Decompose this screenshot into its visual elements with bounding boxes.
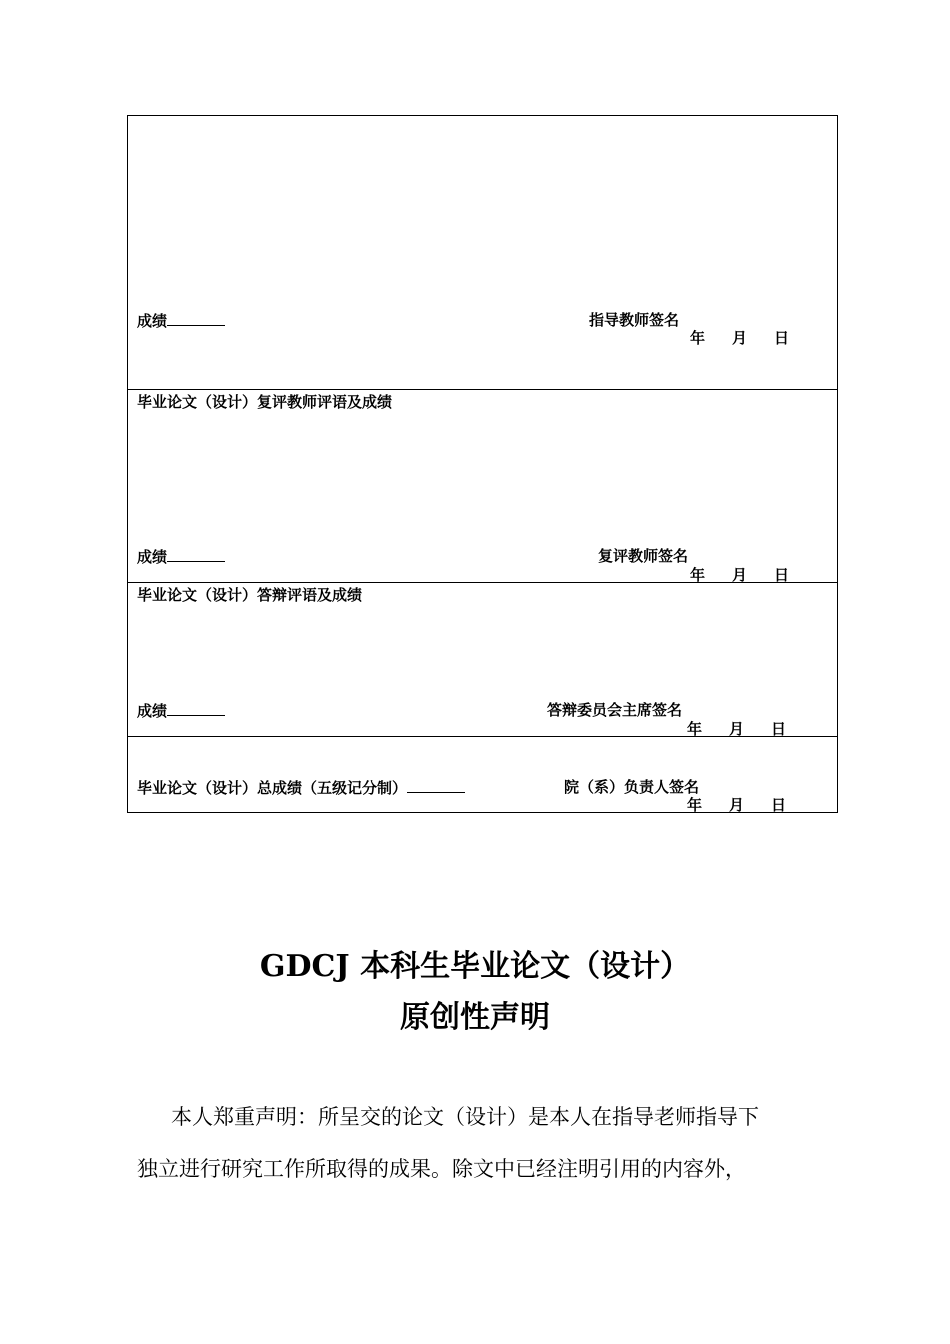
date-month: 月 bbox=[729, 796, 745, 814]
advisor-grade-label: 成绩 bbox=[137, 312, 168, 330]
reviewer-heading: 毕业论文（设计）复评教师评语及成绩 bbox=[137, 393, 393, 411]
defense-heading: 毕业论文（设计）答辩评语及成绩 bbox=[137, 586, 363, 604]
date-month: 月 bbox=[732, 566, 748, 584]
date-year: 年 bbox=[690, 566, 706, 584]
total-grade-blank[interactable] bbox=[407, 778, 465, 793]
defense-comment-section bbox=[128, 582, 837, 736]
total-grade-field bbox=[137, 778, 465, 797]
evaluation-form-table bbox=[127, 115, 838, 813]
advisor-date bbox=[690, 329, 789, 347]
defense-grade-blank[interactable] bbox=[167, 701, 225, 716]
total-grade-label: 毕业论文（设计）总成绩（五级记分制） bbox=[137, 779, 408, 797]
defense-grade-field bbox=[137, 701, 225, 720]
reviewer-grade-label: 成绩 bbox=[137, 548, 168, 566]
date-month: 月 bbox=[729, 720, 745, 738]
advisor-grade-field bbox=[137, 311, 225, 330]
total-sign-label: 院（系）负责人签名 bbox=[564, 778, 700, 796]
date-day: 日 bbox=[774, 329, 790, 347]
declaration-subtitle: 原创性声明 bbox=[400, 1000, 550, 1035]
date-month: 月 bbox=[732, 329, 748, 347]
total-date bbox=[687, 796, 786, 814]
total-grade-section bbox=[128, 736, 837, 813]
date-year: 年 bbox=[690, 329, 706, 347]
reviewer-grade-field bbox=[137, 547, 225, 566]
advisor-grade-blank[interactable] bbox=[167, 311, 225, 326]
reviewer-grade-blank[interactable] bbox=[167, 547, 225, 562]
date-day: 日 bbox=[771, 720, 787, 738]
defense-grade-label: 成绩 bbox=[137, 702, 168, 720]
date-year: 年 bbox=[687, 796, 703, 814]
declaration-paragraph-line-1: 本人郑重声明：所呈交的论文（设计）是本人在指导老师指导下 bbox=[171, 1105, 759, 1129]
defense-sign-label: 答辩委员会主席签名 bbox=[547, 701, 683, 719]
advisor-sign-label: 指导教师签名 bbox=[589, 311, 680, 329]
declaration-paragraph-line-2: 独立进行研究工作所取得的成果。除文中已经注明引用的内容外， bbox=[137, 1157, 746, 1181]
date-day: 日 bbox=[774, 566, 790, 584]
date-year: 年 bbox=[687, 720, 703, 738]
reviewer-comment-section bbox=[128, 389, 837, 582]
declaration-title: GDCJ 本科生毕业论文（设计） bbox=[259, 949, 691, 984]
date-day: 日 bbox=[771, 796, 787, 814]
advisor-comment-section bbox=[128, 116, 837, 389]
reviewer-sign-label: 复评教师签名 bbox=[598, 547, 689, 565]
